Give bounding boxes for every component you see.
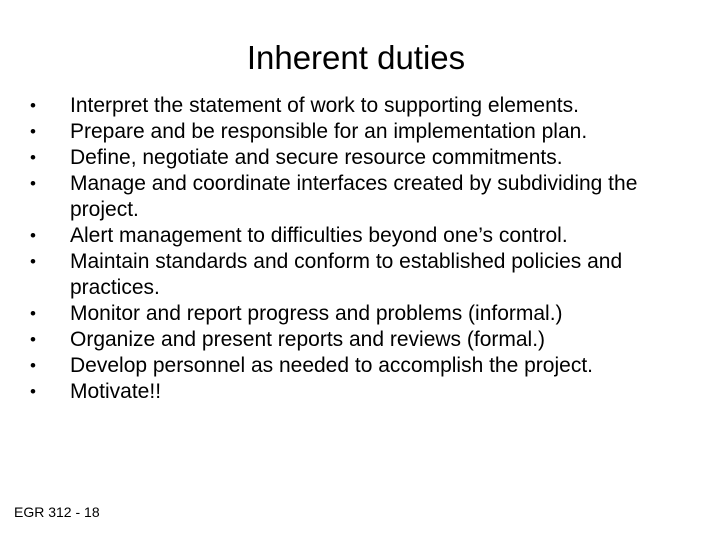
- list-item: [0, 171, 720, 223]
- bullet-text: Interpret the statement of work to supporting elements.: [70, 94, 579, 117]
- bullet-icon: •: [30, 96, 36, 115]
- list-item: [0, 223, 720, 249]
- bullet-icon: •: [30, 122, 36, 141]
- bullet-icon: •: [30, 174, 36, 193]
- bullet-icon: •: [30, 226, 36, 245]
- bullet-icon: •: [30, 148, 36, 167]
- bullet-text: Organize and present reports and reviews (formal.): [70, 328, 546, 351]
- list-item: [0, 145, 720, 171]
- list-item: [0, 301, 720, 327]
- bullet-list: [0, 93, 720, 405]
- bullet-text: Monitor and report progress and problems (informal.): [70, 302, 563, 325]
- list-item: [0, 249, 720, 301]
- bullet-text: Manage and coordinate interfaces created by subdividing the project.: [70, 172, 638, 221]
- bullet-text: Motivate!!: [70, 380, 162, 403]
- bullet-icon: •: [30, 356, 36, 375]
- list-item: [0, 119, 720, 145]
- bullet-text: Define, negotiate and secure resource commitments.: [70, 146, 563, 169]
- bullet-text: Alert management to difficulties beyond one’s control.: [70, 224, 568, 247]
- bullet-text: Maintain standards and conform to established policies and practices.: [70, 250, 623, 299]
- bullet-icon: •: [30, 330, 36, 349]
- list-item: [0, 327, 720, 353]
- bullet-text: Develop personnel as needed to accomplish the project.: [70, 354, 593, 377]
- list-item: [0, 353, 720, 379]
- slide-footer: EGR 312 - 18: [14, 504, 100, 520]
- bullet-icon: •: [30, 252, 36, 271]
- bullet-text: Prepare and be responsible for an implementation plan.: [70, 120, 588, 143]
- list-item: [0, 379, 720, 405]
- bullet-icon: •: [30, 382, 36, 401]
- list-item: [0, 93, 720, 119]
- bullet-icon: •: [30, 304, 36, 323]
- slide-title: Inherent duties: [246, 39, 466, 76]
